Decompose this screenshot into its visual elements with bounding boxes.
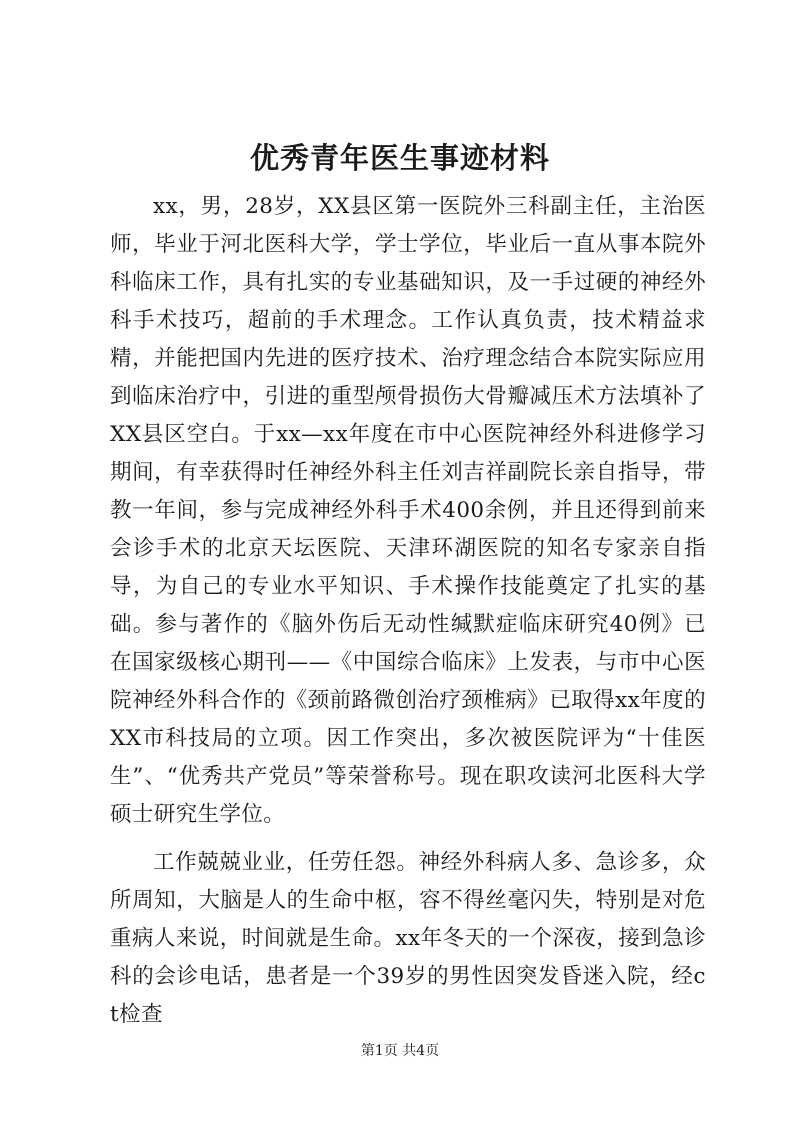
document-body [110, 188, 706, 1034]
document-title: 优秀青年医生事迹材料 [249, 141, 550, 175]
page-footer: 第1页 共4页 [360, 1043, 440, 1059]
body-paragraph-1: xx，男，28岁，XX县区第一医院外三科副主任，主治医师，毕业于河北医科大学，学士学位，毕业后一直从事本院外科临床工作，具有扎实的专业基础知识，及一手过硬的神经外科手术技巧，超前的手术理念。工作认真负责，技术精益求精，并能把国内先进的医疗技术、治疗理念结合本院实际应用到临床治疗中，引进的重型颅骨损伤大骨瓣减压术方法填补了XX县区空白。于xx—xx年度在市中心医院神经外科进修学习期间，有幸获得时任神经外科主任刘吉祥副院长亲自指导，带教一年间，参与完成神经外科手术400余例，并且还得到前来会诊手术的北京天坛医院、天津环湖医院的知名专家亲自指导，为自己的专业水平知识、手术操作技能奠定了扎实的基础。参与著作的《脑外伤后无动性缄默症临床研究40例》已在国家级核心期刊——《中国综合临床》上发表，与市中心医院神经外科合作的《颈前路微创治疗颈椎病》已取得xx年度的XX市科技局的立项。因工作突出，多次被医院评为“十佳医生”、“优秀共产党员”等荣誉称号。现在职攻读河北医科大学硕士研究生学位。 [110, 194, 706, 827]
body-paragraph-2: 工作兢兢业业，任劳任怨。神经外科病人多、急诊多，众所周知，大脑是人的生命中枢，容不得丝毫闪失，特别是对危重病人来说，时间就是生命。xx年冬天的一个深夜，接到急诊科的会诊电话，患者是一个39岁的男性因突发昏迷入院，经ct检查 [110, 850, 706, 1027]
